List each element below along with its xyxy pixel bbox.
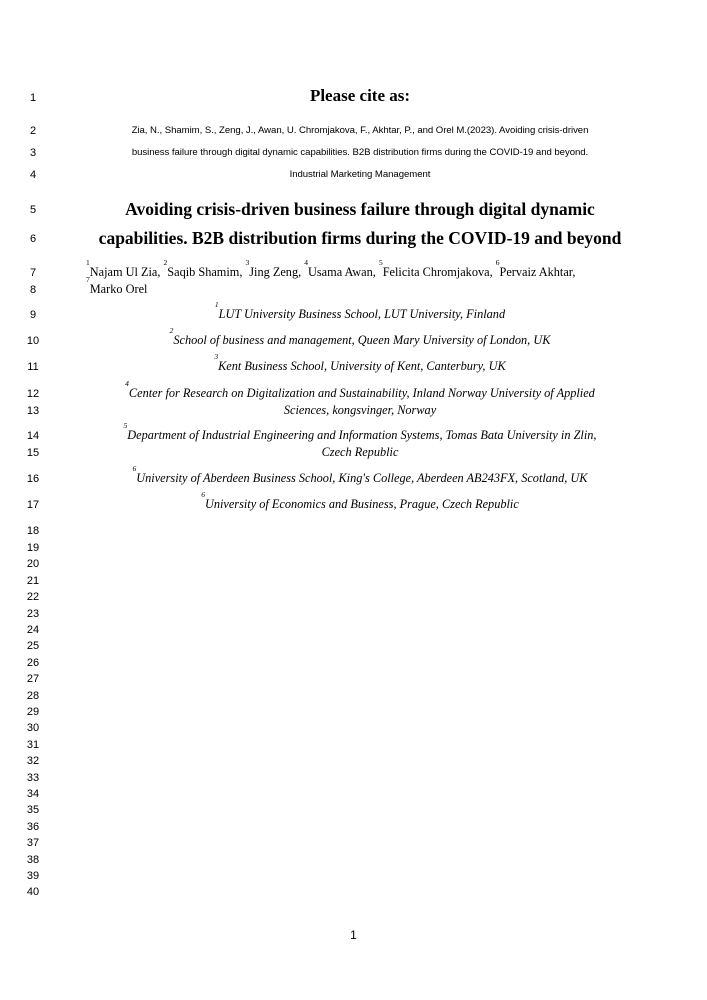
- line-number: 7: [29, 267, 37, 279]
- page-number: 1: [350, 928, 357, 942]
- affiliation: $^5$Department of Industrial Engineering and Information Systems, Tomas Bata University in Zlin,: [123, 421, 597, 442]
- line-number: 37: [26, 837, 40, 849]
- affiliation-continued: Czech Republic: [321, 445, 399, 459]
- line-number: 3: [29, 147, 37, 159]
- paper-title-line: capabilities. B2B distribution firms during the COVID-19 and beyond: [98, 228, 622, 248]
- line-number: 36: [26, 821, 40, 833]
- author: $^7$Marko Orel: [86, 275, 148, 296]
- affiliation: $^6$University of Aberdeen Business School, King's College, Aberdeen AB243FX, Scotland, UK: [132, 464, 588, 485]
- affiliation: $^1$LUT University Business School, LUT University, Finland: [214, 300, 506, 321]
- line-number: 35: [26, 804, 40, 816]
- author: $^2$Saqib Shamim,: [163, 258, 246, 279]
- author: $^4$Usama Awan,: [304, 258, 379, 279]
- line-number: 13: [26, 405, 40, 417]
- line-number: 33: [26, 772, 40, 784]
- line-number: 20: [26, 558, 40, 570]
- affiliation: $^3$Kent Business School, University of Kent, Canterbury, UK: [214, 352, 506, 373]
- affiliation: $^6$University of Economics and Business, Prague, Czech Republic: [201, 490, 519, 511]
- line-number: 6: [29, 233, 37, 245]
- line-number: 38: [26, 854, 40, 866]
- line-number: 5: [29, 204, 37, 216]
- line-number: 40: [26, 886, 40, 898]
- line-number: 8: [29, 284, 37, 296]
- line-number: 30: [26, 722, 40, 734]
- affiliation: $^2$School of business and management, Queen Mary University of London, UK: [169, 326, 551, 347]
- line-number: 34: [26, 788, 40, 800]
- line-number: 21: [26, 575, 40, 587]
- author: $^1$Najam Ul Zia,: [86, 258, 164, 279]
- citation-line: Industrial Marketing Management: [289, 169, 431, 180]
- line-number: 27: [26, 673, 40, 685]
- paper-title-line: Avoiding crisis-driven business failure through digital dynamic: [125, 199, 595, 219]
- line-number: 15: [26, 447, 40, 459]
- author: $^3$Jing Zeng,: [245, 258, 305, 279]
- author: $^6$Pervaiz Akhtar,: [495, 258, 576, 279]
- line-number: 22: [26, 591, 40, 603]
- line-number: 14: [26, 430, 40, 442]
- line-number: 25: [26, 640, 40, 652]
- line-number: 31: [26, 739, 40, 751]
- line-number: 26: [26, 657, 40, 669]
- line-number: 29: [26, 706, 40, 718]
- citation-line: business failure through digital dynamic capabilities. B2B distribution firms during the COVID-19 and beyond.: [131, 147, 589, 158]
- line-number: 17: [26, 499, 40, 511]
- line-number: 39: [26, 870, 40, 882]
- citation-line: Zia, N., Shamim, S., Zeng, J., Awan, U. Chromjakova, F., Akhtar, P., and Orel M.(2023). Avoiding crisis-driven: [131, 125, 589, 136]
- author-list-continued: [86, 275, 148, 297]
- line-number: 18: [26, 525, 40, 537]
- line-number: 12: [26, 388, 40, 400]
- affiliation-continued: Sciences, kongsvinger, Norway: [283, 403, 437, 417]
- affiliation: $^4$Center for Research on Digitalization and Sustainability, Inland Norway University of Applied: [125, 379, 595, 400]
- author-list: [86, 258, 576, 280]
- line-number: 2: [29, 125, 37, 137]
- line-number: 28: [26, 690, 40, 702]
- line-number: 11: [27, 361, 39, 373]
- line-number: 1: [29, 92, 37, 104]
- line-number: 16: [26, 473, 40, 485]
- line-number: 4: [29, 169, 37, 181]
- line-number: 23: [26, 608, 40, 620]
- line-number: 32: [26, 755, 40, 767]
- line-number: 19: [26, 542, 40, 554]
- line-number: 10: [26, 335, 40, 347]
- line-number: 24: [26, 624, 40, 636]
- cite-heading: Please cite as:: [309, 86, 411, 105]
- line-number: 9: [29, 309, 37, 321]
- author: $^5$Felicita Chromjakova,: [378, 258, 496, 279]
